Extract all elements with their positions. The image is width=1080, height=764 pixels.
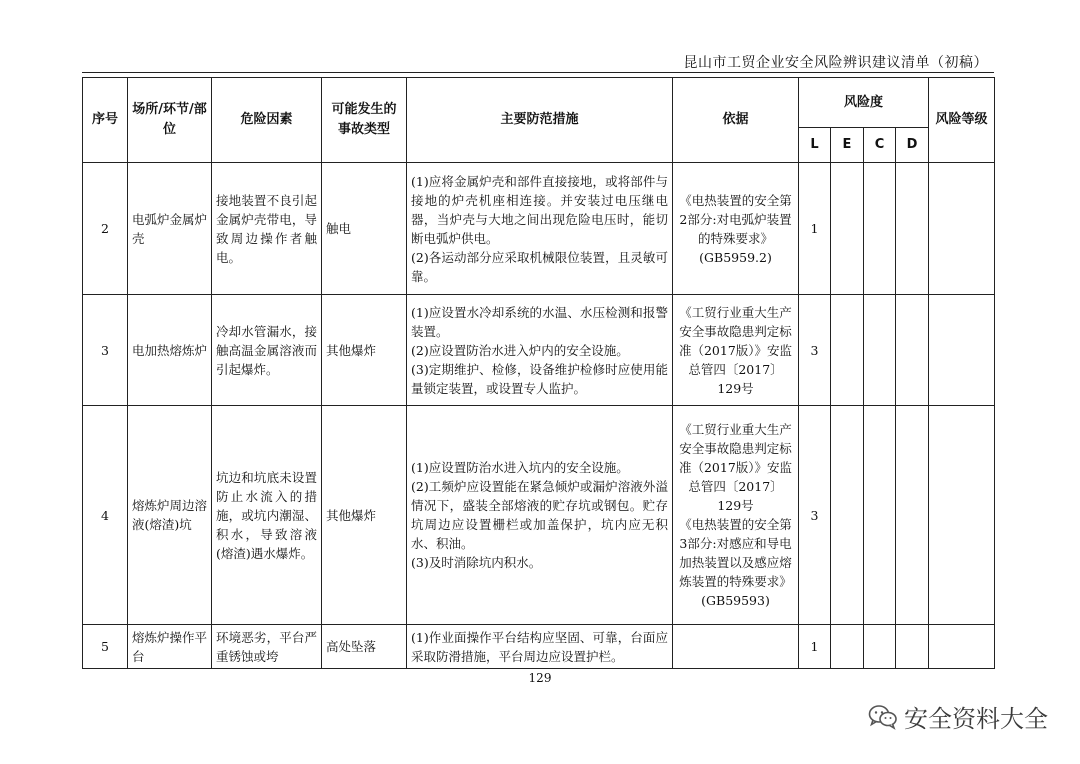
cell-location: 电加热熔炼炉 xyxy=(128,295,212,406)
col-header-c: C xyxy=(864,128,896,163)
cell-measures xyxy=(407,406,673,625)
cell-hazard: 冷却水管漏水，接触高温金属溶液而引起爆炸。 xyxy=(212,295,322,406)
document-title: 昆山市工贸企业安全风险辨识建议清单（初稿） xyxy=(683,55,988,71)
cell-accident-type: 其他爆炸 xyxy=(322,295,407,406)
cell-d xyxy=(896,295,929,406)
wechat-logo-icon xyxy=(868,704,898,730)
col-header-measures: 主要防范措施 xyxy=(407,78,673,163)
cell-c xyxy=(864,163,896,295)
cell-index: 5 xyxy=(83,625,128,669)
cell-c xyxy=(864,406,896,625)
cell-index: 3 xyxy=(83,295,128,406)
basis-item: 《工贸行业重大生产安全事故隐患判定标准（2017版）》安监总管四〔2017〕129号 xyxy=(678,304,793,396)
table-row xyxy=(83,406,995,625)
cell-l: 1 xyxy=(799,163,831,295)
cell-accident-type: 高处坠落 xyxy=(322,625,407,669)
measure-item: (2)工频炉应设置能在紧急倾炉或漏炉溶液外溢情况下，盛装全部熔液的贮存坑或钢包。贮存坑周边应设置栅栏或加盖保护，坑内应无积水、积油。 xyxy=(411,479,668,551)
measure-item: (3)及时消除坑内积水。 xyxy=(411,555,542,570)
cell-location: 电弧炉金属炉壳 xyxy=(128,163,212,295)
cell-hazard: 环境恶劣，平台严重锈蚀或垮 xyxy=(212,625,322,669)
cell-e xyxy=(831,295,864,406)
cell-hazard: 坑边和坑底未设置防止水流入的措施，或坑内潮湿、积水，导致溶液(熔渣)遇水爆炸。 xyxy=(212,406,322,625)
cell-location: 熔炼炉周边溶液(熔渣)坑 xyxy=(128,406,212,625)
col-header-accident-type: 可能发生的事故类型 xyxy=(322,78,407,163)
cell-location: 熔炼炉操作平台 xyxy=(128,625,212,669)
basis-item: 《电热装置的安全第3部分:对感应和导电加热装置以及感应熔炼装置的特殊要求》(GB59593) xyxy=(679,517,792,608)
cell-measures xyxy=(407,625,673,669)
cell-e xyxy=(831,163,864,295)
cell-e xyxy=(831,625,864,669)
cell-basis xyxy=(673,295,799,406)
cell-basis xyxy=(673,406,799,625)
cell-c xyxy=(864,295,896,406)
basis-item: 《工贸行业重大生产安全事故隐患判定标准（2017版）》安监总管四〔2017〕129号 xyxy=(678,422,793,513)
cell-measures xyxy=(407,163,673,295)
cell-basis xyxy=(673,163,799,295)
measure-item: (2)各运动部分应采取机械限位装置，且灵敏可靠。 xyxy=(411,249,668,284)
cell-d xyxy=(896,163,929,295)
cell-e xyxy=(831,406,864,625)
page-number: 129 xyxy=(528,671,552,685)
cell-c xyxy=(864,625,896,669)
col-header-hazard: 危险因素 xyxy=(212,78,322,163)
cell-index: 2 xyxy=(83,163,128,295)
cell-risk-level xyxy=(929,295,995,406)
col-header-e: E xyxy=(831,128,864,163)
col-header-risk-degree: 风险度 xyxy=(799,78,929,128)
cell-d xyxy=(896,625,929,669)
watermark-text: 安全资料大全 xyxy=(904,705,1048,733)
cell-basis xyxy=(673,625,799,669)
cell-hazard: 接地装置不良引起金属炉壳带电，导致周边操作者触电。 xyxy=(212,163,322,295)
measure-item: (1)应设置防治水进入坑内的安全设施。 xyxy=(411,460,629,475)
cell-accident-type: 其他爆炸 xyxy=(322,406,407,625)
measure-item: (1)应将金属炉壳和部件直接接地，或将部件与接地的炉壳机座相连接。并安装过电压继电器，当炉壳与大地之间出现危险电压时，能切断电弧炉供电。 xyxy=(411,173,668,246)
col-header-d: D xyxy=(896,128,929,163)
watermark xyxy=(868,699,1048,734)
measure-item: (1)作业面操作平台结构应坚固、可靠，台面应采取防滑措施，平台周边应设置护栏。 xyxy=(411,629,668,664)
cell-accident-type: 触电 xyxy=(322,163,407,295)
cell-measures xyxy=(407,295,673,406)
col-header-location: 场所/环节/部位 xyxy=(128,78,212,163)
col-header-l: L xyxy=(799,128,831,163)
table-row xyxy=(83,163,995,295)
cell-risk-level xyxy=(929,163,995,295)
cell-risk-level xyxy=(929,625,995,669)
cell-l: 3 xyxy=(799,295,831,406)
measure-item: (1)应设置水冷却系统的水温、水压检测和报警装置。 xyxy=(411,304,668,339)
header-divider xyxy=(82,72,994,73)
cell-index: 4 xyxy=(83,406,128,625)
basis-item: 《电热装置的安全第2部分:对电弧炉装置的特殊要求》(GB5959.2) xyxy=(679,192,792,265)
cell-l: 3 xyxy=(799,406,831,625)
measure-item: (3)定期维护、检修，设备维护检修时应使用能量锁定装置，或设置专人监护。 xyxy=(411,361,668,396)
col-header-basis: 依据 xyxy=(673,78,799,163)
cell-risk-level xyxy=(929,406,995,625)
measure-item: (2)应设置防治水进入炉内的安全设施。 xyxy=(411,342,629,358)
table-row xyxy=(83,295,995,406)
cell-d xyxy=(896,406,929,625)
table-row xyxy=(83,625,995,669)
cell-l: 1 xyxy=(799,625,831,669)
col-header-index: 序号 xyxy=(83,78,128,163)
col-header-risk-level: 风险等级 xyxy=(929,78,995,163)
risk-identification-table xyxy=(82,77,995,669)
table-header-row xyxy=(83,78,995,128)
